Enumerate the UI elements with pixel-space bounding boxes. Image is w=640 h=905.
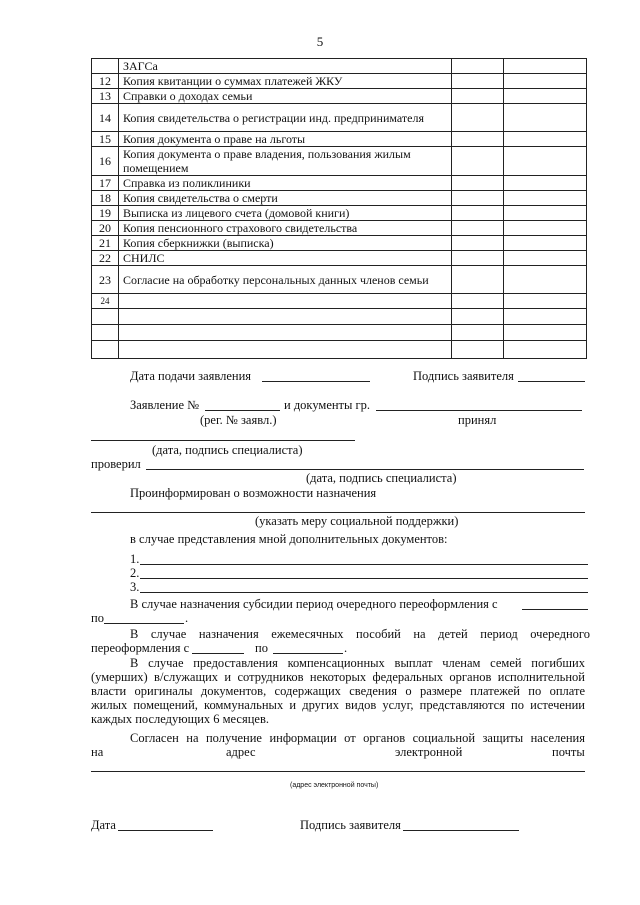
mark-cell[interactable] [452, 104, 504, 132]
row-number: 23 [92, 266, 119, 294]
mark-cell[interactable] [452, 191, 504, 206]
row-number [92, 309, 119, 325]
document-name [119, 341, 452, 359]
item-1-field[interactable] [140, 564, 588, 565]
note-cell[interactable] [504, 325, 587, 341]
row-number: 19 [92, 206, 119, 221]
compensation-line-2: (умерших) в/служащих и сотрудников некоторых федеральных органов исполнительной [91, 670, 585, 684]
document-name: СНИЛС [119, 251, 452, 266]
subsidy-from-field[interactable] [522, 609, 588, 610]
row-number: 24 [92, 294, 119, 309]
table-row [92, 176, 587, 191]
row-number [92, 59, 119, 74]
note-cell[interactable] [504, 74, 587, 89]
subsidy-to-field[interactable] [104, 623, 184, 624]
table-row [92, 325, 587, 341]
item-1-label: 1. [130, 552, 140, 566]
consent-word-on: на [91, 745, 104, 759]
compensation-line-3: власти оригиналы документов, содержащих сведения о размере платежей по оплате [91, 684, 585, 698]
row-number [92, 325, 119, 341]
table-row [92, 294, 587, 309]
consent-word-address: адрес [226, 745, 256, 759]
document-name: Справки о доходах семьи [119, 89, 452, 104]
table-row [92, 206, 587, 221]
date-sign-specialist-caption: (дата, подпись специалиста) [152, 443, 303, 457]
subsidy-to-label: по [91, 611, 104, 625]
mark-cell[interactable] [452, 236, 504, 251]
table-row [92, 104, 587, 132]
table-row [92, 74, 587, 89]
note-cell[interactable] [504, 309, 587, 325]
checked-label: проверил [91, 457, 141, 471]
compensation-line-5: каждых последующих 6 месяцев. [91, 712, 269, 726]
mark-cell[interactable] [452, 89, 504, 104]
table-row [92, 221, 587, 236]
note-cell[interactable] [504, 341, 587, 359]
mark-cell[interactable] [452, 309, 504, 325]
consent-word-mail: почты [552, 745, 585, 759]
application-number-field[interactable] [205, 410, 280, 411]
row-number: 14 [92, 104, 119, 132]
mark-cell[interactable] [452, 176, 504, 191]
document-name: Выписка из лицевого счета (домовой книги) [119, 206, 452, 221]
item-3-field[interactable] [140, 592, 588, 593]
row-number: 17 [92, 176, 119, 191]
and-documents-label: и документы гр. [284, 398, 371, 412]
note-cell[interactable] [504, 221, 587, 236]
support-measure-field[interactable] [91, 512, 585, 513]
accepted-by-field[interactable] [91, 440, 355, 441]
document-name [119, 325, 452, 341]
table-row [92, 266, 587, 294]
document-name: Копия свидетельства о регистрации инд. предпринимателя [119, 104, 452, 132]
row-number: 13 [92, 89, 119, 104]
row-number: 21 [92, 236, 119, 251]
document-name: Копия квитанции о суммах платежей ЖКУ [119, 74, 452, 89]
note-cell[interactable] [504, 89, 587, 104]
note-cell[interactable] [504, 104, 587, 132]
note-cell[interactable] [504, 266, 587, 294]
row-number: 20 [92, 221, 119, 236]
mark-cell[interactable] [452, 251, 504, 266]
mark-cell[interactable] [452, 294, 504, 309]
document-name: Копия документа о праве владения, пользования жилым помещением [119, 147, 452, 176]
mark-cell[interactable] [452, 132, 504, 147]
mark-cell[interactable] [452, 266, 504, 294]
table-row [92, 89, 587, 104]
note-cell[interactable] [504, 206, 587, 221]
table-row [92, 59, 587, 74]
row-number [92, 341, 119, 359]
date-sign-specialist-caption-2: (дата, подпись специалиста) [306, 471, 457, 485]
note-cell[interactable] [504, 59, 587, 74]
application-number-label: Заявление № [130, 398, 200, 412]
monthly-to-field[interactable] [273, 653, 343, 654]
checked-by-field[interactable] [146, 469, 584, 470]
item-2-label: 2. [130, 566, 140, 580]
document-name: Согласие на обработку персональных данных членов семьи [119, 266, 452, 294]
monthly-reissue-label: переоформления с [91, 641, 190, 655]
documents-table [91, 58, 587, 359]
applicant-signature-label: Подпись заявителя [413, 369, 514, 383]
document-name [119, 309, 452, 325]
document-name: Копия пенсионного страхового свидетельства [119, 221, 452, 236]
note-cell[interactable] [504, 236, 587, 251]
additional-docs-label: в случае представления мной дополнительных документов: [130, 532, 448, 546]
row-number: 22 [92, 251, 119, 266]
bottom-date-label: Дата [91, 818, 116, 832]
consent-word-electronic: электронной [395, 745, 463, 759]
table-row [92, 191, 587, 206]
document-name: Копия свидетельства о смерти [119, 191, 452, 206]
table-row [92, 309, 587, 325]
email-address-caption: (адрес электронной почты) [290, 782, 379, 789]
consent-text: Согласен на получение информации от органов социальной защиты населения [130, 731, 585, 745]
item-3-label: 3. [130, 580, 140, 594]
applicant-signature-field[interactable] [518, 381, 585, 382]
document-name: Копия сберкнижки (выписка) [119, 236, 452, 251]
email-address-field[interactable] [91, 771, 585, 772]
mark-cell[interactable] [452, 147, 504, 176]
bottom-signature-field[interactable] [403, 830, 519, 831]
page-number: 5 [316, 34, 324, 49]
document-name: Копия документа о праве на льготы [119, 132, 452, 147]
monthly-allowance-text: В случае назначения ежемесячных пособий на детей период очередного [130, 627, 590, 641]
table-row [92, 147, 587, 176]
document-name: ЗАГСа [119, 59, 452, 74]
date-of-application-field[interactable] [262, 381, 370, 382]
note-cell[interactable] [504, 251, 587, 266]
reg-number-caption: (рег. № заявл.) [200, 413, 277, 427]
row-number: 12 [92, 74, 119, 89]
date-of-application-label: Дата подачи заявления [130, 369, 252, 383]
item-2-field[interactable] [140, 578, 588, 579]
monthly-from-field[interactable] [192, 653, 244, 654]
specify-measure-caption: (указать меру социальной поддержки) [255, 514, 459, 528]
row-number: 15 [92, 132, 119, 147]
subsidy-text: В случае назначения субсидии период очередного переоформления с [130, 597, 498, 611]
note-cell[interactable] [504, 132, 587, 147]
compensation-line-1: В случае предоставления компенсационных выплат членам семей погибших [130, 656, 585, 670]
note-cell[interactable] [504, 176, 587, 191]
note-cell[interactable] [504, 294, 587, 309]
citizen-name-field[interactable] [376, 410, 582, 411]
note-cell[interactable] [504, 147, 587, 176]
mark-cell[interactable] [452, 74, 504, 89]
document-name [119, 294, 452, 309]
document-name: Справка из поликлиники [119, 176, 452, 191]
mark-cell[interactable] [452, 206, 504, 221]
monthly-to-label: по [255, 641, 268, 655]
mark-cell[interactable] [452, 325, 504, 341]
subsidy-period-end: . [185, 611, 189, 625]
accepted-label: принял [458, 413, 497, 427]
row-number: 16 [92, 147, 119, 176]
monthly-period-end: . [344, 641, 348, 655]
mark-cell[interactable] [452, 341, 504, 359]
mark-cell[interactable] [452, 221, 504, 236]
row-number: 18 [92, 191, 119, 206]
mark-cell[interactable] [452, 59, 504, 74]
bottom-date-field[interactable] [118, 830, 213, 831]
table-row [92, 251, 587, 266]
table-row [92, 132, 587, 147]
note-cell[interactable] [504, 191, 587, 206]
table-row [92, 341, 587, 359]
bottom-signature-label: Подпись заявителя [300, 818, 401, 832]
informed-label: Проинформирован о возможности назначения [130, 486, 377, 500]
table-row [92, 236, 587, 251]
compensation-line-4: жилых помещений, коммунальных и других видов услуг, представляются по истечении [91, 698, 585, 712]
